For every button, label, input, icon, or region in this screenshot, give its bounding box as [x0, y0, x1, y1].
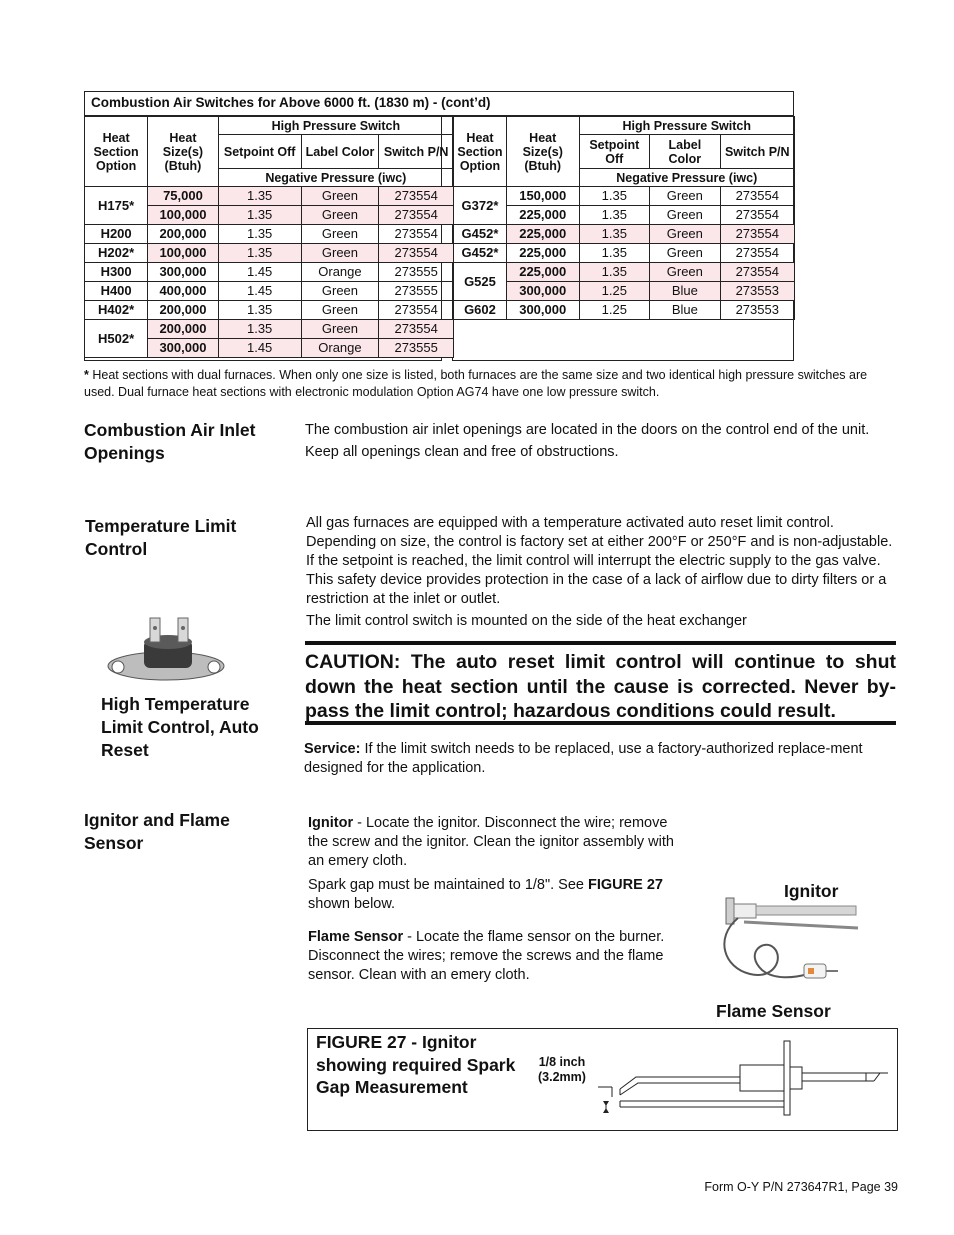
figure-27 — [307, 1028, 898, 1131]
cell-option: G602 — [454, 301, 507, 320]
cell-color: Blue — [650, 301, 720, 320]
cell-color: Green — [301, 225, 379, 244]
cell-color: Green — [301, 206, 379, 225]
table-row — [85, 187, 454, 206]
footnote-text: Heat sections with dual furnaces. When only one size is listed, both furnaces are the same size and two identical high pressure switches are used. Dual furnace heat sections with electronic modulation Option AG74 have one low pressure switch. — [84, 368, 868, 399]
ignitor-label: Ignitor — [308, 815, 354, 831]
table-row — [85, 301, 454, 320]
ignitor-text: - Locate the ignitor. Disconnect the wire; remove the screw and the ignitor. Clean the ignitor assembly with an emery cloth. — [308, 815, 674, 869]
col-header-hps: High Pressure Switch — [579, 117, 795, 135]
flame-sensor-photo-label: Flame Sensor — [716, 1001, 831, 1021]
cell-color: Green — [301, 282, 379, 301]
col-header-setpoint: Setpoint Off — [218, 135, 301, 169]
cell-color: Green — [650, 206, 720, 225]
col-header-size: Heat Size(s) (Btuh) — [506, 117, 579, 187]
cell-size: 100,000 — [148, 206, 218, 225]
table-row — [454, 187, 795, 206]
cell-option: G452* — [454, 244, 507, 263]
figure-title: FIGURE 27 - Ignitor showing required Spark Gap Measurement — [316, 1032, 516, 1097]
cell-option: H402* — [85, 301, 148, 320]
cell-pn: 273554 — [379, 187, 454, 206]
cell-pn: 273554 — [379, 320, 454, 339]
cell-size: 225,000 — [506, 206, 579, 225]
table-row — [454, 301, 795, 320]
cell-color: Green — [301, 320, 379, 339]
col-header-option: Heat Section Option — [454, 117, 507, 187]
table-row — [85, 225, 454, 244]
cell-pn: 273554 — [379, 206, 454, 225]
cell-color: Green — [650, 263, 720, 282]
col-header-neg-pressure: Negative Pressure (iwc) — [579, 169, 795, 187]
cell-setpoint: 1.35 — [218, 206, 301, 225]
combustion-air-switch-table — [84, 91, 794, 361]
col-header-color: Label Color — [301, 135, 379, 169]
cell-setpoint: 1.45 — [218, 263, 301, 282]
cell-size: 300,000 — [506, 282, 579, 301]
page-footer: Form O-Y P/N 273647R1, Page 39 — [704, 1180, 898, 1194]
cell-color: Green — [650, 225, 720, 244]
spark-gap-measurement — [538, 1055, 586, 1085]
section-body-inlet — [305, 421, 895, 465]
table-footnote — [84, 367, 894, 401]
cell-size: 225,000 — [506, 263, 579, 282]
cell-pn: 273554 — [379, 244, 454, 263]
cell-pn: 273555 — [379, 339, 454, 358]
col-header-setpoint: Setpoint Off — [579, 135, 650, 169]
measure-line-1: 1/8 inch — [538, 1055, 586, 1069]
section-body-ignitor — [308, 814, 688, 990]
inlet-paragraph-1: The combustion air inlet openings are located in the doors on the control end of the unit. — [305, 422, 870, 438]
cell-setpoint: 1.25 — [579, 282, 650, 301]
cell-color: Orange — [301, 339, 379, 358]
cell-pn: 273555 — [379, 282, 454, 301]
table-row — [85, 263, 454, 282]
cell-setpoint: 1.35 — [218, 320, 301, 339]
cell-color: Green — [301, 301, 379, 320]
limit-paragraph-2: The limit control switch is mounted on the side of the heat exchanger — [306, 613, 747, 629]
cell-size: 100,000 — [148, 244, 218, 263]
cell-pn: 273554 — [720, 187, 794, 206]
ignitor-diagram — [588, 1037, 894, 1127]
cell-setpoint: 1.25 — [579, 301, 650, 320]
cell-size: 400,000 — [148, 282, 218, 301]
cell-color: Green — [650, 244, 720, 263]
spark-tail: shown below. — [308, 896, 396, 912]
cell-setpoint: 1.35 — [579, 225, 650, 244]
cell-size: 300,000 — [506, 301, 579, 320]
cell-size: 225,000 — [506, 225, 579, 244]
cell-color: Orange — [301, 263, 379, 282]
cell-pn: 273553 — [720, 301, 794, 320]
cell-pn: 273554 — [720, 206, 794, 225]
table-left — [84, 116, 454, 358]
cell-color: Green — [650, 187, 720, 206]
col-header-hps: High Pressure Switch — [218, 117, 453, 135]
table-row — [85, 282, 454, 301]
cell-setpoint: 1.45 — [218, 282, 301, 301]
cell-option: G372* — [454, 187, 507, 225]
cell-pn: 273554 — [720, 263, 794, 282]
cell-pn: 273554 — [379, 225, 454, 244]
section-heading-limit: Temperature Limit Control — [85, 516, 237, 559]
table-row — [85, 320, 454, 339]
cell-size: 150,000 — [506, 187, 579, 206]
cell-setpoint: 1.45 — [218, 339, 301, 358]
table-right — [453, 116, 795, 320]
limit-image-caption: High Temperature Limit Control, Auto Reset — [101, 694, 259, 760]
service-text: If the limit switch needs to be replaced, use a factory-authorized replace-ment designed for the application. — [304, 741, 863, 776]
section-heading-inlet: Combustion Air Inlet Openings — [84, 420, 256, 463]
cell-option: H202* — [85, 244, 148, 263]
table-title: Combustion Air Switches for Above 6000 ft. (1830 m) - (cont’d) — [85, 92, 793, 116]
cell-size: 225,000 — [506, 244, 579, 263]
cell-pn: 273554 — [720, 244, 794, 263]
col-header-pn: Switch P/N — [720, 135, 794, 169]
table-row — [454, 263, 795, 282]
flame-sensor-label: Flame Sensor — [308, 929, 404, 945]
cell-option: H502* — [85, 320, 148, 358]
cell-size: 300,000 — [148, 263, 218, 282]
cell-setpoint: 1.35 — [579, 244, 650, 263]
service-label: Service: — [304, 741, 361, 757]
cell-setpoint: 1.35 — [579, 206, 650, 225]
cell-setpoint: 1.35 — [579, 263, 650, 282]
ignitor-photo-label: Ignitor — [784, 881, 839, 901]
table-row — [454, 244, 795, 263]
cell-size: 75,000 — [148, 187, 218, 206]
section-body-limit — [306, 514, 898, 634]
flame-sensor-text: - Locate the flame sensor on the burner. Disconnect the wires; remove the screws and the flame sensor. Clean with an emery cloth. — [308, 929, 665, 983]
cell-setpoint: 1.35 — [218, 225, 301, 244]
spark-text: Spark gap must be maintained to 1/8". See — [308, 877, 589, 893]
service-note — [304, 740, 896, 781]
cell-pn: 273553 — [720, 282, 794, 301]
figure-ref: FIGURE 27 — [588, 877, 663, 893]
cell-color: Blue — [650, 282, 720, 301]
col-header-size: Heat Size(s) (Btuh) — [148, 117, 218, 187]
cell-option: H300 — [85, 263, 148, 282]
cell-size: 200,000 — [148, 225, 218, 244]
cell-setpoint: 1.35 — [218, 244, 301, 263]
cell-setpoint: 1.35 — [218, 187, 301, 206]
cell-option: G452* — [454, 225, 507, 244]
col-header-pn: Switch P/N — [379, 135, 454, 169]
section-heading-ignitor: Ignitor and Flame Sensor — [84, 810, 230, 853]
footnote-star: * — [84, 368, 89, 382]
cell-color: Green — [301, 187, 379, 206]
cell-option: H200 — [85, 225, 148, 244]
cell-size: 200,000 — [148, 320, 218, 339]
col-header-neg-pressure: Negative Pressure (iwc) — [218, 169, 453, 187]
measure-line-2: (3.2mm) — [538, 1070, 586, 1084]
caution-box: CAUTION: The auto reset limit control will continue to shut down the heat section until the cause is corrected. Never by-pass the limit control; hazardous conditions could result. — [305, 641, 896, 725]
cell-pn: 273554 — [379, 301, 454, 320]
inlet-paragraph-2: Keep all openings clean and free of obstructions. — [305, 444, 619, 460]
col-header-option: Heat Section Option — [85, 117, 148, 187]
cell-color: Green — [301, 244, 379, 263]
cell-setpoint: 1.35 — [218, 301, 301, 320]
cell-option: H175* — [85, 187, 148, 225]
cell-option: H400 — [85, 282, 148, 301]
cell-size: 200,000 — [148, 301, 218, 320]
limit-control-image — [100, 612, 230, 692]
table-row — [454, 225, 795, 244]
cell-pn: 273555 — [379, 263, 454, 282]
table-row — [85, 244, 454, 263]
cell-setpoint: 1.35 — [579, 187, 650, 206]
cell-pn: 273554 — [720, 225, 794, 244]
cell-size: 300,000 — [148, 339, 218, 358]
cell-option: G525 — [454, 263, 507, 301]
col-header-color: Label Color — [650, 135, 720, 169]
limit-paragraph-1: All gas furnaces are equipped with a temperature activated auto reset limit control. Depending on size, the control is factory set at either 200°F or 250°F and is non-adjustable. If the setpoint is reached, the limit control will interrupt the electric supply to the gas valve. This safety device provides protection in the case of a lack of airflow due to dirty filters or a restriction at the inlet or outlet. — [306, 515, 893, 607]
